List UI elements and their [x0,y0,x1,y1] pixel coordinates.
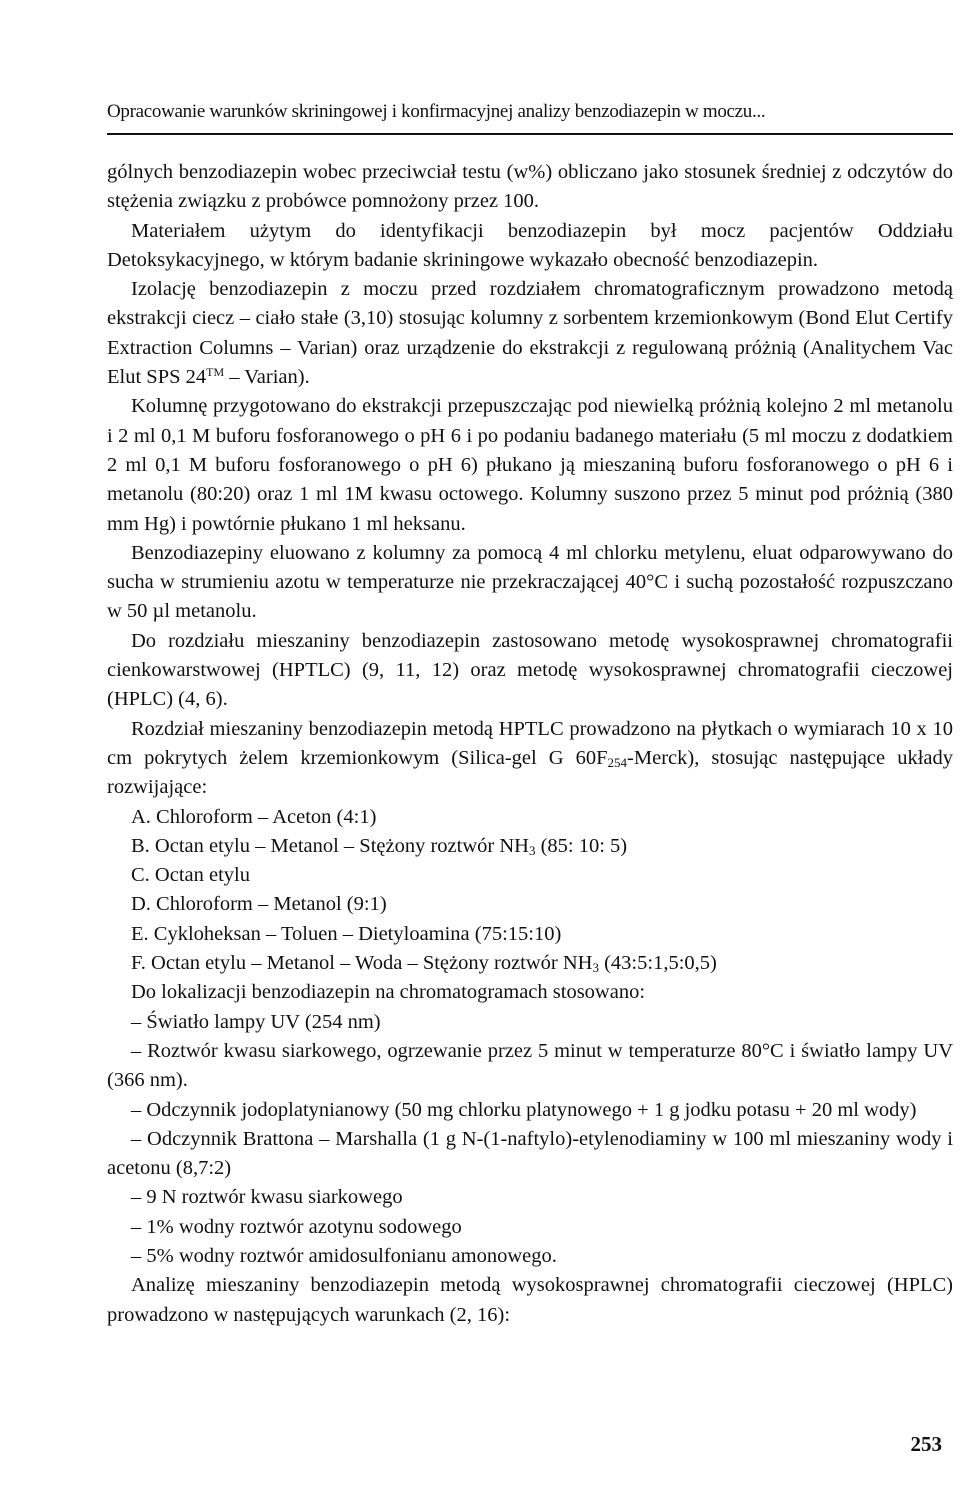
paragraph-hptlc [107,715,953,803]
system-f-text: F. Octan etylu – Metanol – Woda – Stężony roztwór NH [131,952,593,975]
system-b-subscript: 3 [528,842,536,858]
localization-item: – Odczynnik jodoplatynianowy (50 mg chlorku platynowego + 1 g jodku potasu + 20 ml wody) [131,1098,917,1121]
paragraph-methods: Do rozdziału mieszaniny benzodiazepin zastosowano metodę wysokosprawnej chromatografii cienkowarstwowej (HPTLC) (9, 11, 12) oraz metodę wysokosprawnej chromatografii cieczowej (HPLC) (4, 6). [107,629,953,711]
paragraph-hplc: Analizę mieszaniny benzodiazepin metodą wysokosprawnej chromatografii cieczowej (HPLC) prowadzono w następujących warunkach (2, 16): [107,1274,953,1326]
paragraph-hptlc-text: Rozdział mieszaniny benzodiazepin metodą HPTLC prowadzono na płytkach o wymiarach 10 x 10 cm pokrytych żelem krzemionkowym (Silica-gel G 60F [107,717,953,769]
localization-item: – Roztwór kwasu siarkowego, ogrzewanie przez 5 minut w temperaturze 80°C i światło lampy UV (366 nm). [107,1039,953,1092]
body-text [107,158,953,1330]
paragraph-continued: gólnych benzodiazepin wobec przeciwciał testu (w%) obliczano jako stosunek średniej z odczytów do stężenia związku z probówce pomnożony przez 100. [107,161,953,213]
system-f-subscript: 3 [592,960,599,976]
system-b-text: B. Octan etylu – Metanol – Stężony roztwór NH [131,834,529,857]
system-a: A. Chloroform – Aceton (4:1) [131,805,377,828]
localization-item: – Odczynnik Brattona – Marshalla (1 g N-(1-naftylo)-etylenodiaminy w 100 ml mieszaniny wody i acetonu (8,7:2) [107,1127,953,1180]
page-number: 253 [910,1432,942,1456]
running-header: Opracowanie warunków skriningowej i konfirmacyjnej analizy benzodiazepin w moczu... [107,101,766,122]
paragraph-isolation [107,275,953,392]
system-f [107,949,953,978]
localization-item: – 1% wodny roztwór azotynu sodowego [131,1215,462,1238]
system-d: D. Chloroform – Metanol (9:1) [131,893,387,916]
system-b [107,832,953,861]
system-e: E. Cykloheksan – Toluen – Dietyloamina (75:15:10) [131,922,562,945]
localization-item: – 9 N roztwór kwasu siarkowego [131,1186,403,1209]
silica-subscript: 254 [607,754,628,770]
paragraph-isolation-tail: – Varian). [224,366,310,389]
paragraph-isolation-text: Izolację benzodiazepin z moczu przed rozdziałem chromatograficznym prowadzono metodą ekstrakcji ciecz – ciało stałe (3,10) stosując kolumny z sorbentem krzemionkowym (Bond Elut Certify Extraction Columns – Varian) oraz urządzenie do ekstrakcji z regulowaną próżnią (Analitychem Vac Elut SPS 24 [107,278,953,389]
localization-intro: Do lokalizacji benzodiazepin na chromatogramach stosowano: [131,981,646,1004]
localization-item: – 5% wodny roztwór amidosulfonianu amonowego. [131,1244,557,1267]
trademark-superscript: TM [206,365,225,380]
localization-item: – Światło lampy UV (254 nm) [131,1010,381,1033]
header-rule [107,133,953,135]
paragraph-hptlc-tail: -Merck), stosując następujące układy rozwijające: [107,746,953,799]
system-b-ratio: (85: 10: 5) [535,834,628,857]
system-c: C. Octan etylu [131,864,250,887]
paragraph-material: Materiałem użytym do identyfikacji benzodiazepin był mocz pacjentów Oddziału Detoksykacyjnego, w którym badanie skriningowe wykazało obecność benzodiazepin. [107,219,953,271]
paragraph-column-prep: Kolumnę przygotowano do ekstrakcji przepuszczając pod niewielką próżnią kolejno 2 ml metanolu i 2 ml 0,1 M buforu fosforanowego o pH 6 i po podaniu badanego materiału (5 ml moczu z dodatkiem 2 ml 0,1 M buforu fosforanowego o pH 6) płukano ją mieszaniną buforu fosforanowego o pH 6 i metanolu (80:20) oraz 1 ml 1M kwasu octowego. Kolumny suszono przez 5 minut pod próżnią (380 mm Hg) i powtórnie płukano 1 ml heksanu. [107,395,953,535]
paragraph-elution: Benzodiazepiny eluowano z kolumny za pomocą 4 ml chlorku metylenu, eluat odparowywano do sucha w strumieniu azotu w temperaturze nie przekraczającej 40°C i suchą pozostałość rozpuszczano w 50 µl metanolu. [107,541,953,623]
system-f-ratio: (43:5:1,5:0,5) [598,952,717,975]
